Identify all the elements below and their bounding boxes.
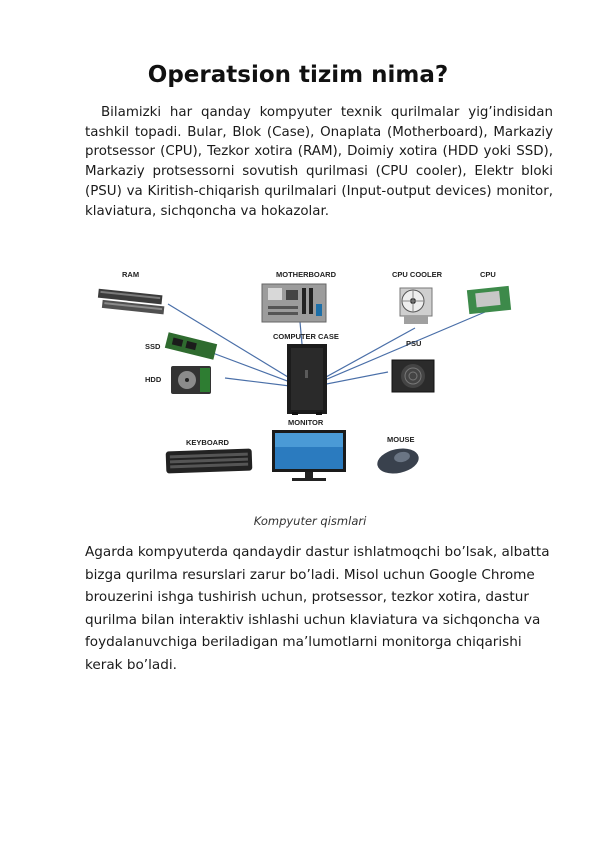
monitor-label: MONITOR [288,418,324,427]
hdd-image [171,366,211,394]
motherboard-image [262,284,326,322]
intro-paragraph: Bilamizki har qanday kompyuter texnik qurilmalar yig’indisidan tashkil topadi. Bular, Blok (Case), Onaplata (Motherboard), Markaziy protsessor (CPU), Tezkor xotira (RAM), Doimiy xotira (HDD yoki SSD), Markaziy protsessorni sovutish qurilmasi (CPU cooler), Elektr bloki (PSU) va Kiritish-chiqarish qurilmalari (Input-output devices) monitor, klaviatura, sichqoncha va hokazolar. [85,105,553,219]
mouse-label: MOUSE [387,435,415,444]
psu-label: PSU [406,339,422,348]
ram-image [98,289,164,315]
cpu-cooler-label: CPU COOLER [392,270,443,279]
mouse-image [375,445,421,477]
body-paragraph: Agarda kompyuterda qandaydir dastur ishlatmoqchi bo’lsak, albatta bizga qurilma resurslari zarur bo’ladi. Misol uchun Google Chrome brouzerini ishga tushirish uchun, protsessor, tezkor xotira, dastur qurilma bilan interaktiv ishlashi uchun klaviatura va sichqoncha va foydalanuvchiga beriladigan ma’lumotlarni monitorga chiqarishi kerak bo’ladi. [85,544,550,673]
keyboard-image [166,449,253,474]
monitor-image [272,430,346,481]
keyboard-label: KEYBOARD [186,438,229,447]
computer-case-image [287,344,327,415]
page-title: Operatsion tizim nima? [147,62,449,88]
cpu-cooler-image [400,288,432,324]
ram-label: RAM [122,270,140,279]
ssd-image [165,332,217,360]
figure-caption: Kompyuter qismlari [253,514,367,528]
psu-image [392,360,434,392]
ssd-label: SSD [145,342,161,351]
computer-parts-diagram [0,260,596,500]
cpu-image [467,286,511,314]
cpu-label: CPU [480,270,496,279]
motherboard-label: MOTHERBOARD [276,270,336,279]
computer-case-label: COMPUTER CASE [273,332,339,341]
hdd-label: HDD [145,375,162,384]
